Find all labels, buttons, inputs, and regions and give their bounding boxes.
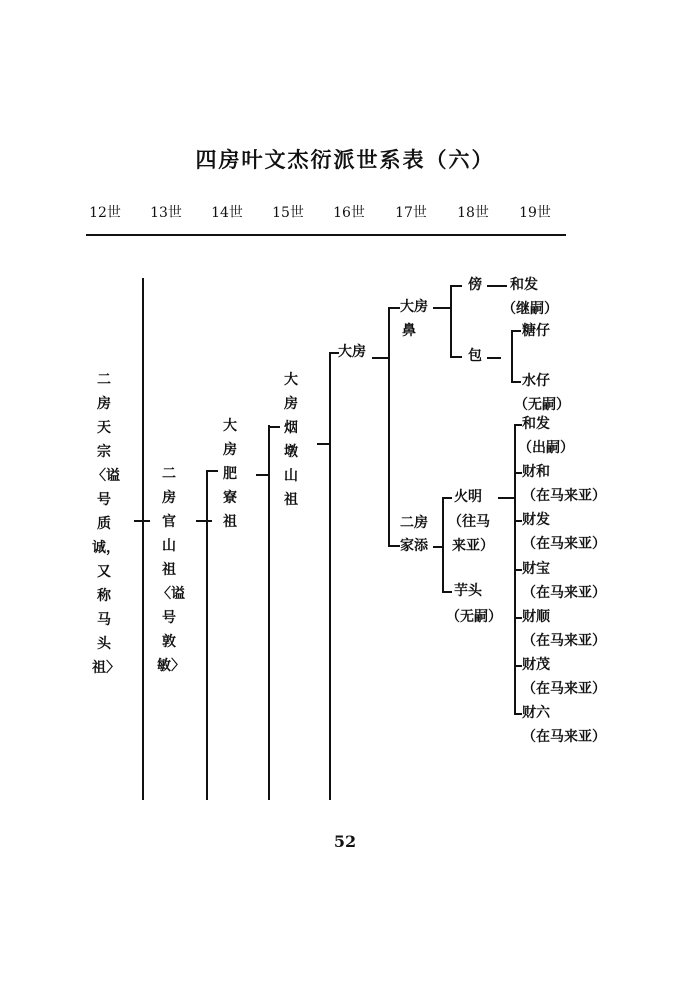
connector-18-b2	[442, 591, 452, 593]
gen18-person-2: 包	[468, 348, 482, 364]
generation-header-13: 13世	[150, 205, 182, 221]
gen19-b-person-5-note: （在马来亚）	[522, 633, 606, 649]
gen19-a-person-3: 水仔	[522, 373, 550, 389]
connector-14-15	[256, 474, 270, 476]
header-rule	[86, 234, 566, 236]
gen19-b-person-7-note: （在马来亚）	[522, 729, 606, 745]
connector-17-b	[388, 545, 400, 547]
generation-header-16: 16世	[333, 205, 365, 221]
lineage-spine-16	[329, 352, 331, 800]
connector-18-a2	[450, 356, 462, 358]
ancestor-gen12: 二房天宗〈谥号质诚，又称马头祖〉	[92, 372, 120, 676]
connector-19-b6	[514, 665, 522, 667]
generation-header-14: 14世	[211, 205, 243, 221]
connector-17b-18	[433, 546, 442, 548]
gen19-a-person-1: 和发	[510, 277, 538, 293]
gen17-dafang-label: 大房	[400, 299, 428, 315]
gen19-a-person-3-note: （无嗣）	[514, 397, 570, 413]
connector-19-b1	[514, 424, 522, 426]
gen19-b-person-5: 财顺	[522, 609, 550, 625]
connector-19-b5	[514, 617, 522, 619]
connector-18a1-19	[487, 285, 507, 287]
connector-19-b4	[514, 569, 522, 571]
gen19-b-person-1: 和发	[522, 416, 550, 432]
connector-12-13	[134, 520, 150, 522]
connector-18a2-19	[487, 357, 501, 359]
gen19-b-person-1-note: （出嗣）	[518, 440, 574, 456]
connector-19-b2	[514, 472, 522, 474]
gen17-erfang-name: 家添	[400, 538, 428, 554]
connector-15-16	[317, 443, 330, 445]
connector-18-a1	[450, 285, 462, 287]
connector-16-17	[372, 357, 389, 359]
gen18-person-3: 火明	[454, 489, 482, 505]
gen19-b-person-6-note: （在马来亚）	[522, 681, 606, 697]
connector-17a-18	[433, 307, 450, 309]
gen19-b-person-2-note: （在马来亚）	[522, 488, 606, 504]
gen19-b-person-4-note: （在马来亚）	[522, 585, 606, 601]
gen19-b-person-2: 财和	[522, 464, 550, 480]
gen18-person-3-note1: （往马	[448, 514, 490, 530]
gen18-person-1: 傍	[468, 277, 482, 293]
gen19-a-person-2: 糖仔	[522, 323, 550, 339]
connector-19-b3	[514, 520, 522, 522]
gen19-b-person-7: 财六	[522, 705, 550, 721]
bracket-gen17	[388, 307, 390, 546]
connector-19-a3	[511, 381, 521, 383]
connector-19-b7	[514, 713, 522, 715]
connector-13-14	[196, 520, 212, 522]
gen19-a-person-1-note: （继嗣）	[502, 301, 558, 317]
lineage-spine-13	[142, 278, 144, 800]
connector-17-a	[388, 307, 400, 309]
connector-15	[268, 426, 280, 428]
gen19-b-person-3: 财发	[522, 512, 550, 528]
generation-header-19: 19世	[519, 205, 551, 221]
gen19-b-person-6: 财茂	[522, 657, 550, 673]
connector-18b-19	[498, 497, 514, 499]
gen18-person-4: 芋头	[454, 583, 482, 599]
generation-header-17: 17世	[395, 205, 427, 221]
ancestor-gen14: 大房肥寮祖	[223, 418, 237, 530]
connector-14	[206, 470, 218, 472]
page-title: 四房叶文杰衍派世系表（六）	[195, 147, 495, 172]
gen18-person-4-note: （无嗣）	[446, 609, 502, 625]
ancestor-gen13: 二房官山祖〈谥号敦敏〉	[157, 466, 185, 674]
bracket-gen18-a	[450, 285, 452, 357]
gen19-b-person-3-note: （在马来亚）	[522, 536, 606, 552]
page-number: 52	[333, 832, 357, 851]
lineage-spine-15	[268, 425, 270, 800]
bracket-gen18-b	[442, 497, 444, 592]
gen17-erfang-label: 二房	[400, 515, 428, 531]
gen17-dafang-name: 鼻	[402, 323, 416, 339]
generation-header-18: 18世	[457, 205, 489, 221]
gen18-person-3-note2: 来亚）	[452, 538, 494, 554]
connector-18-b1	[442, 497, 452, 499]
bracket-gen19-a	[511, 330, 513, 382]
ancestor-gen15: 大房烟墩山祖	[284, 372, 298, 508]
gen19-b-person-4: 财宝	[522, 561, 550, 577]
connector-19-a2	[511, 330, 521, 332]
generation-header-15: 15世	[272, 205, 304, 221]
ancestor-gen16: 大房	[338, 344, 366, 360]
generation-header-12: 12世	[89, 205, 121, 221]
